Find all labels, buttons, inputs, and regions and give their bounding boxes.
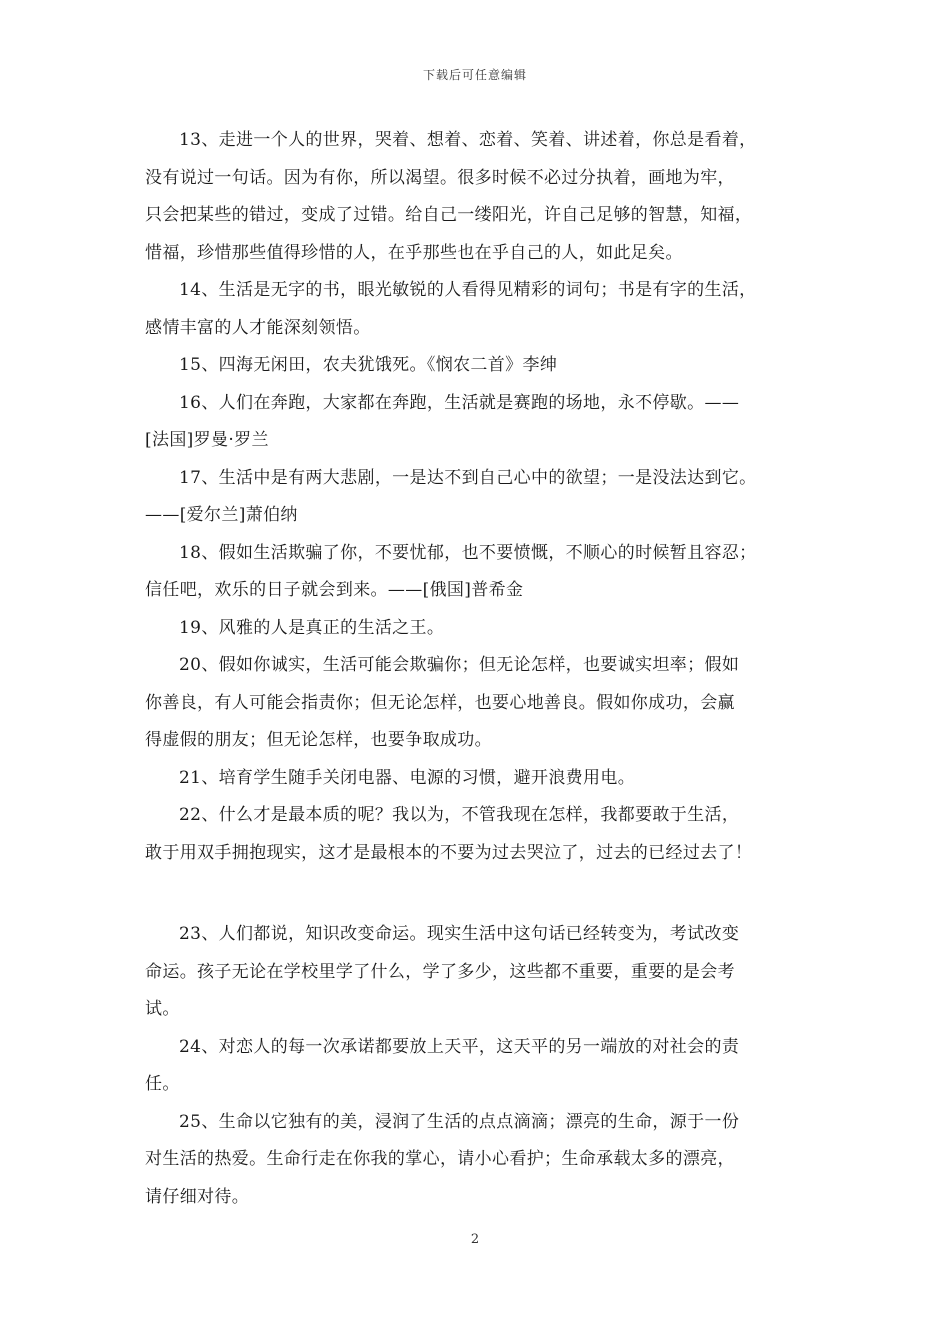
- quote-paragraph-14: [145, 272, 825, 347]
- page-header: 下载后可任意编辑: [422, 68, 527, 82]
- paragraph-line: 22、什么才是最本质的呢？我以为，不管我现在怎样，我都要敢于生活，: [179, 805, 740, 825]
- paragraph-line: [法国]罗曼·罗兰: [145, 430, 269, 450]
- paragraph-line: 得虚假的朋友；但无论怎样，也要争取成功。: [145, 730, 492, 750]
- page-number: 2: [470, 1232, 480, 1247]
- paragraph-line: 你善良，有人可能会指责你；但无论怎样，也要心地善良。假如你成功，会赢: [145, 692, 735, 713]
- paragraph-spacer: [145, 872, 825, 916]
- quote-paragraph-13: [145, 122, 825, 272]
- paragraph-line: 试。: [145, 999, 180, 1019]
- quote-paragraph-23: [145, 916, 825, 1029]
- quote-paragraph-24: [145, 1029, 825, 1104]
- paragraph-line: 20、假如你诚实，生活可能会欺骗你；但无论怎样，也要诚实坦率；假如: [179, 655, 740, 675]
- paragraph-line: 没有说过一句话。因为有你，所以渴望。很多时候不必过分执着，画地为牢，: [145, 167, 735, 188]
- quote-paragraph-16: [145, 385, 825, 460]
- paragraph-line: 23、人们都说，知识改变命运。现实生活中这句话已经转变为，考试改变: [179, 924, 740, 944]
- paragraph-line: 惜福，珍惜那些值得珍惜的人，在乎那些也在乎自己的人，如此足矣。: [145, 242, 683, 263]
- paragraph-line: 17、生活中是有两大悲剧，一是达不到自己心中的欲望；一是没法达到它。: [179, 467, 757, 488]
- quote-paragraph-21: [145, 760, 825, 798]
- paragraph-line: 命运。孩子无论在学校里学了什么，学了多少，这些都不重要，重要的是会考: [145, 961, 735, 982]
- paragraph-line: 请仔细对待。: [145, 1186, 250, 1207]
- paragraph-line: 16、人们在奔跑，大家都在奔跑，生活就是赛跑的场地，永不停歇。——: [179, 392, 740, 413]
- paragraph-line: 15、四海无闲田，农夫犹饿死。《悯农二首》李绅: [179, 355, 558, 375]
- quote-paragraph-20: [145, 647, 825, 760]
- paragraph-line: 对生活的热爱。生命行走在你我的掌心，请小心看护；生命承载太多的漂亮，: [145, 1149, 735, 1169]
- paragraph-line: 信任吧，欢乐的日子就会到来。——[俄国]普希金: [145, 580, 524, 600]
- paragraph-line: 只会把某些的错过，变成了过错。给自己一缕阳光，许自己足够的智慧，知福，: [145, 205, 753, 225]
- quote-paragraph-18: [145, 535, 825, 610]
- paragraph-line: 18、假如生活欺骗了你，不要忧郁，也不要愤慨，不顺心的时候暂且容忍；: [179, 542, 757, 563]
- paragraph-line: 25、生命以它独有的美，浸润了生活的点点滴滴；漂亮的生命，源于一份: [179, 1111, 740, 1132]
- paragraph-line: 24、对恋人的每一次承诺都要放上天平，这天平的另一端放的对社会的责: [179, 1036, 740, 1057]
- quote-paragraph-19: [145, 610, 825, 648]
- quote-paragraph-25: [145, 1104, 825, 1217]
- paragraph-line: ——[爱尔兰]萧伯纳: [145, 505, 298, 525]
- paragraph-line: 21、培育学生随手关闭电器、电源的习惯，避开浪费用电。: [179, 767, 636, 788]
- paragraph-line: 任。: [145, 1074, 180, 1094]
- paragraph-line: 感情丰富的人才能深刻领悟。: [145, 317, 371, 338]
- paragraph-line: 13、走进一个人的世界，哭着、想着、恋着、笑着、讲述着，你总是看着，: [179, 130, 757, 150]
- quote-paragraph-22: [145, 797, 825, 872]
- quote-paragraph-17: [145, 460, 825, 535]
- document-body: [145, 122, 825, 1216]
- paragraph-line: 14、生活是无字的书，眼光敏锐的人看得见精彩的词句；书是有字的生活，: [179, 280, 757, 300]
- paragraph-line: 敢于用双手拥抱现实，这才是最根本的不要为过去哭泣了，过去的已经过去了！: [145, 842, 753, 863]
- paragraph-line: 19、风雅的人是真正的生活之王。: [179, 617, 445, 638]
- quote-paragraph-15: [145, 347, 825, 385]
